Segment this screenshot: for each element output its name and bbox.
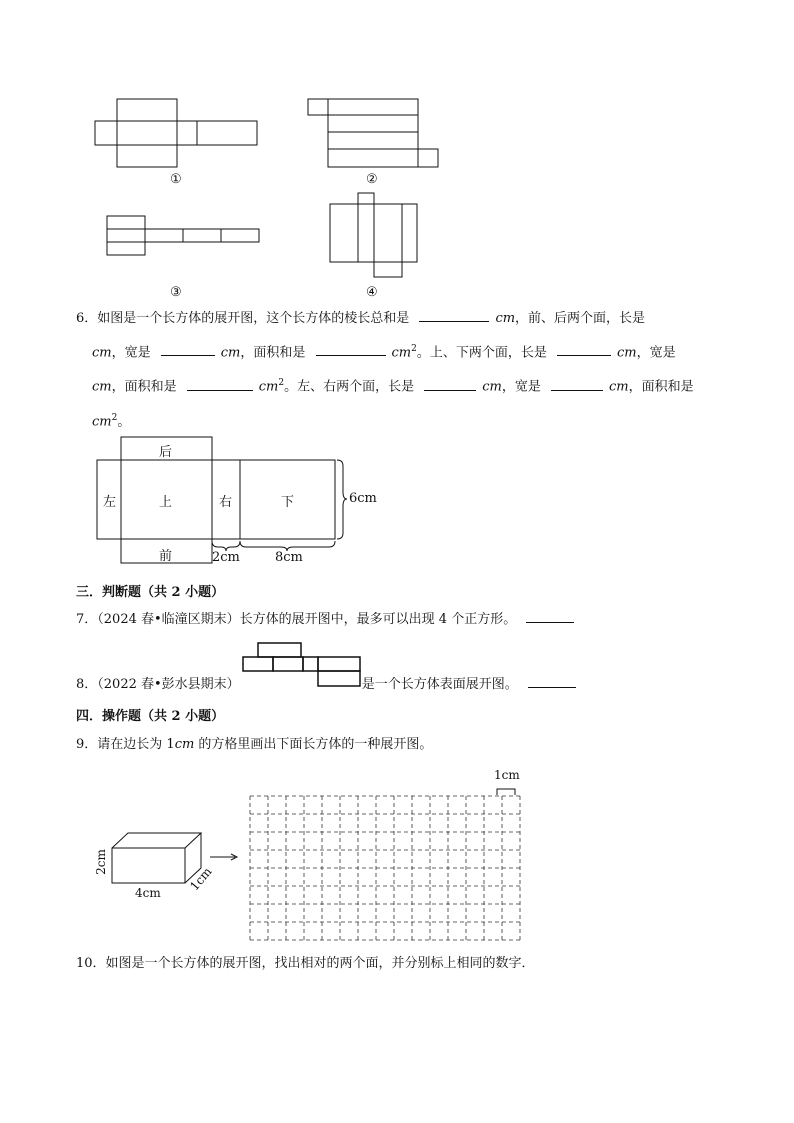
question-9: 9．请在边长为 1cm 的方格里画出下面长方体的一种展开图。 xyxy=(76,737,433,752)
cuboid-length-label: 4cm xyxy=(135,886,161,900)
question-10: 10．如图是一个长方体的展开图，找出相对的两个面，并分别标上相同的数字． xyxy=(76,956,535,971)
net-face-back: 后 xyxy=(159,445,173,460)
cuboid-depth-label: 1cm xyxy=(187,864,215,894)
dim-label-2cm: 2cm xyxy=(212,550,240,565)
section-3-heading: 三．判断题（共 2 小题） xyxy=(76,585,225,600)
grid-unit-label: 1cm xyxy=(494,768,520,782)
question-8: 8．（2022 春•彭水县期末） 是一个长方体表面展开图。 xyxy=(76,669,676,700)
net-face-top: 上 xyxy=(159,495,173,510)
net-face-front: 前 xyxy=(159,549,173,564)
figure-label-4: ④ xyxy=(366,285,378,300)
figure-label-1: ① xyxy=(170,172,182,187)
dim-label-8cm: 8cm xyxy=(275,550,303,565)
net-face-bottom: 下 xyxy=(281,495,295,510)
q6-number: 6． xyxy=(76,311,98,326)
net-face-right: 右 xyxy=(219,495,233,510)
figure-label-2: ② xyxy=(366,172,378,187)
question-6: 6．如图是一个长方体的展开图，这个长方体的棱长总和是 cm，前、后两个面，长是 cm，宽是 cm，面积和是 $cm^2$。上、下两个面，长是 cm，宽是 cm，面积和是 $cm^2$。左、右两个面，长是 cm，宽是 cm，面积和是 $cm^2$。 xyxy=(76,303,726,437)
cuboid-height-label: 2cm xyxy=(93,849,108,875)
figure-label-3: ③ xyxy=(170,285,182,300)
section-4-heading: 四．操作题（共 2 小题） xyxy=(76,709,225,724)
net-face-left: 左 xyxy=(103,495,117,510)
question-7: 7．（2024 春•临潼区期末）长方体的展开图中，最多可以出现 4 个正方形。 xyxy=(76,604,580,635)
dim-label-6cm: 6cm xyxy=(349,491,377,506)
